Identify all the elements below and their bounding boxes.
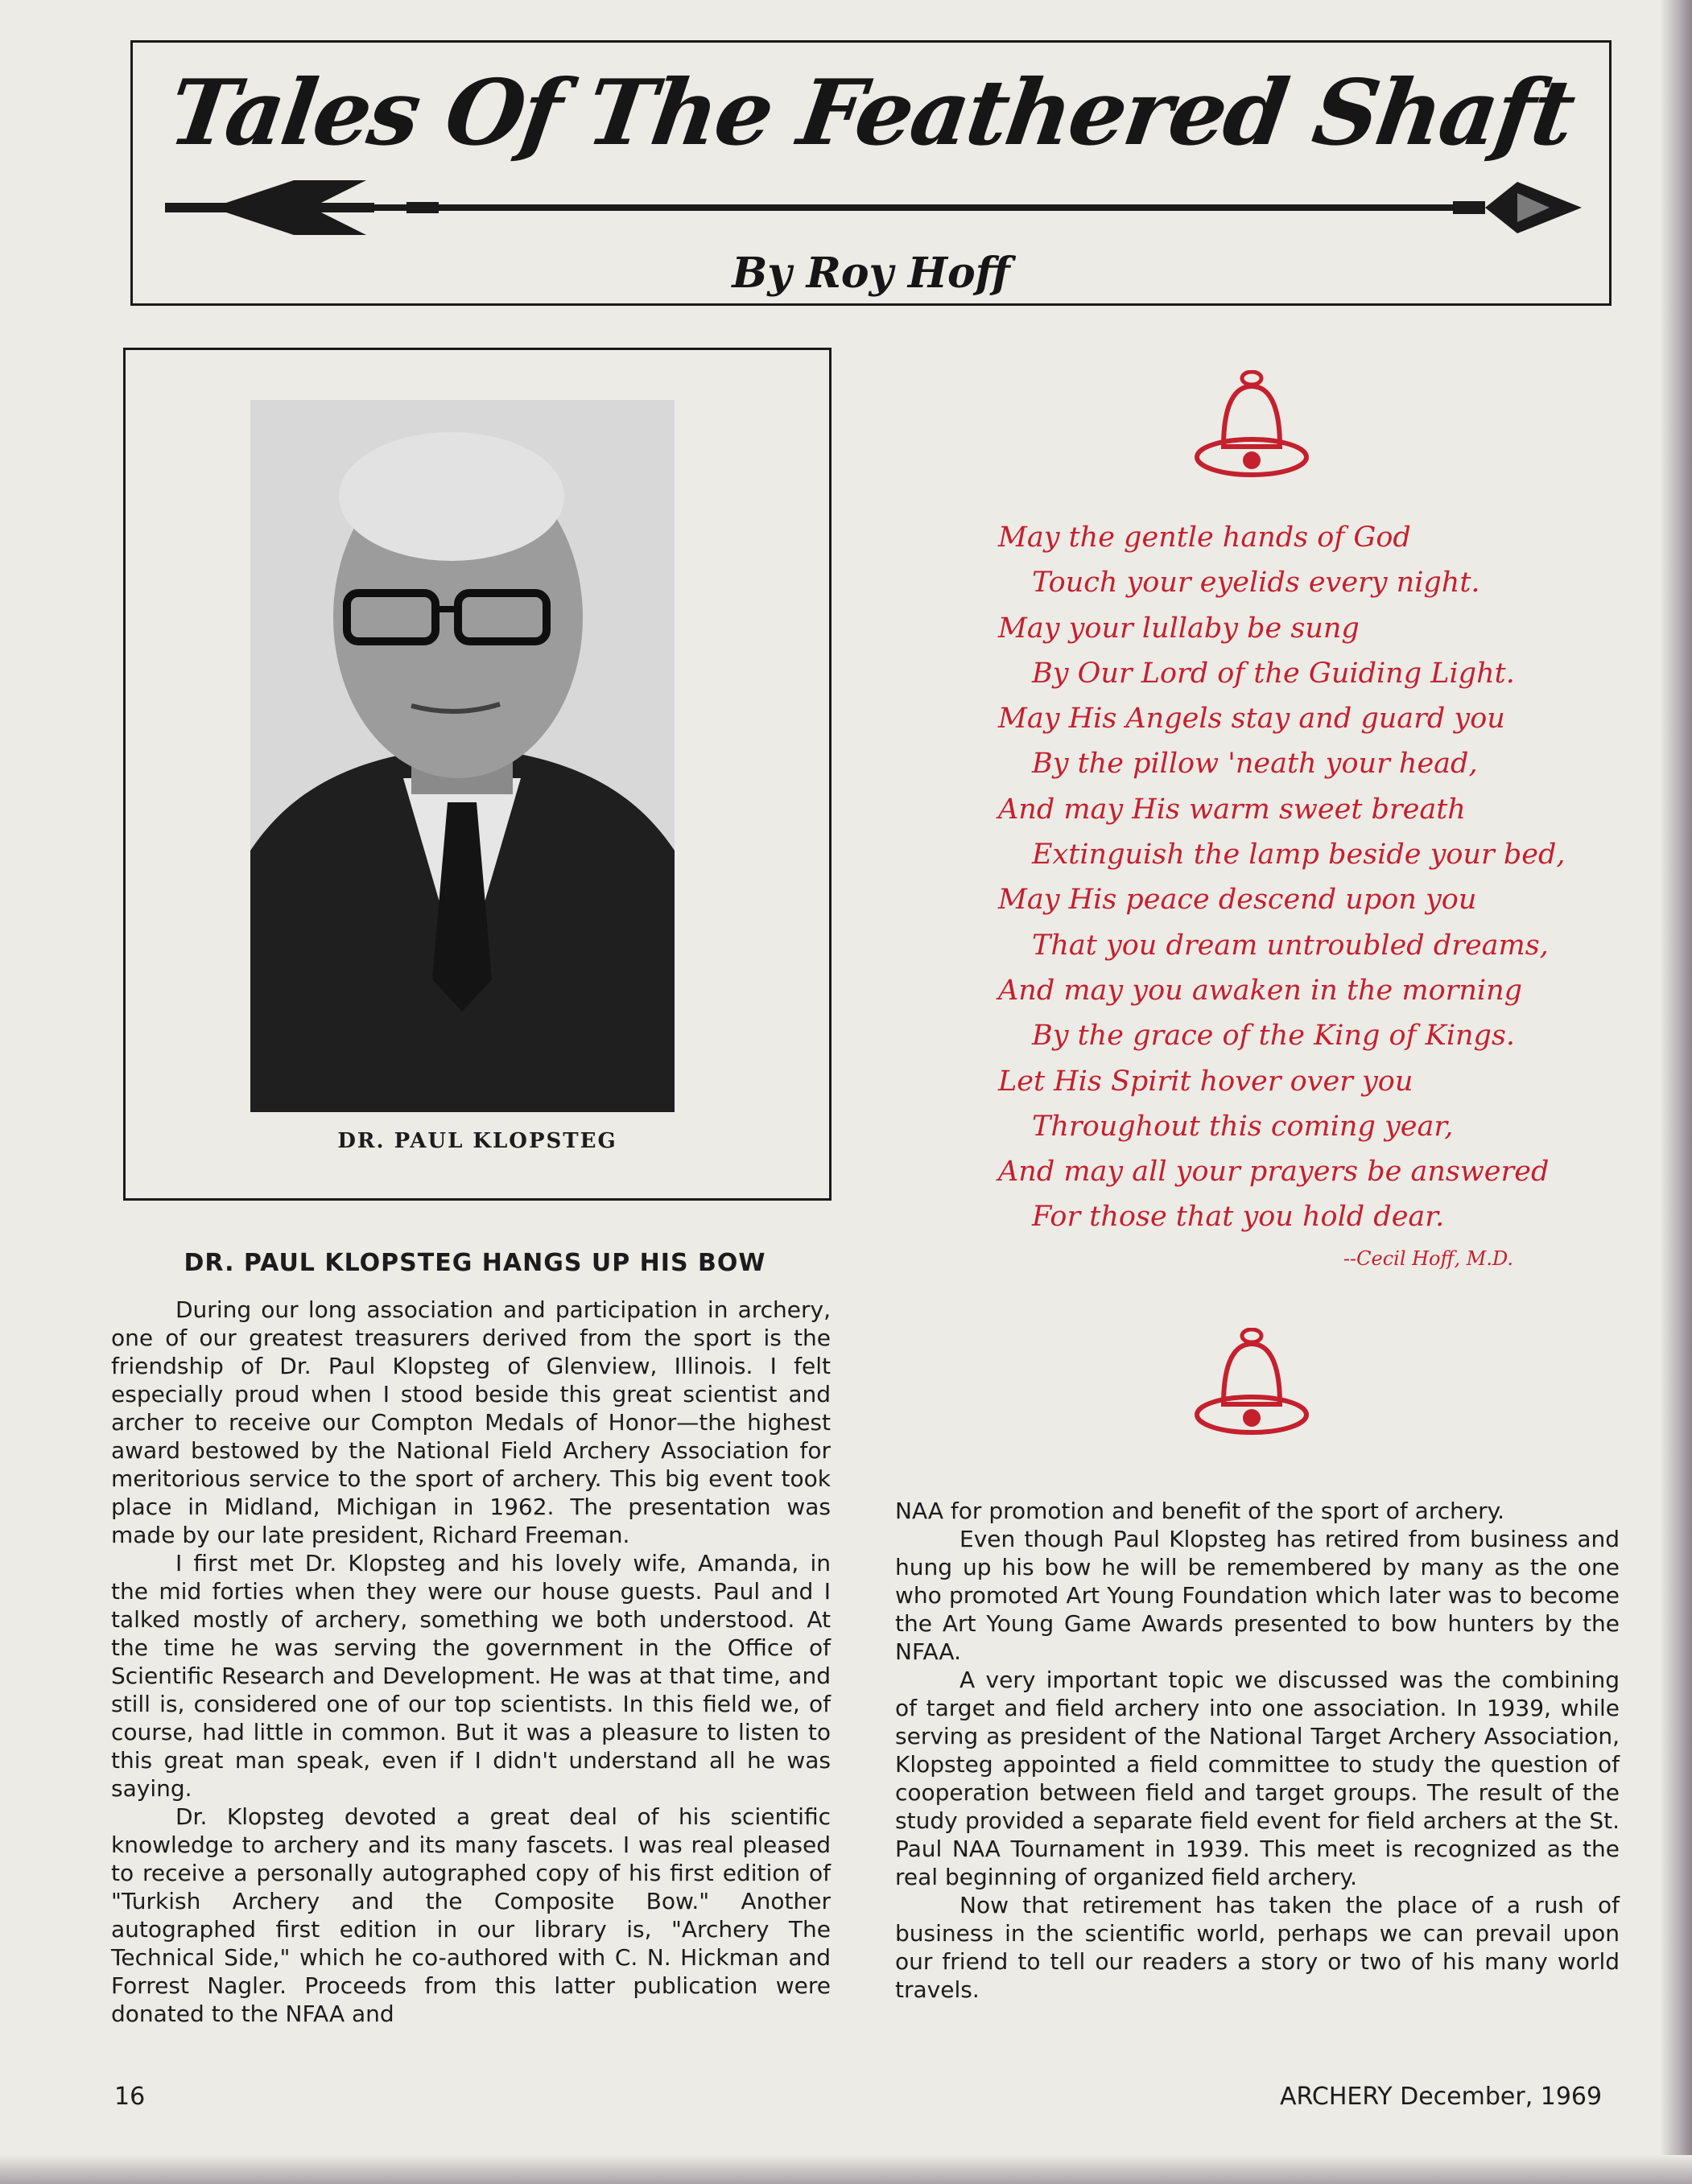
poem-line: May His peace descend upon you [998,884,1477,917]
photo-caption: DR. PAUL KLOPSTEG [337,1129,617,1153]
article-paragraph: Dr. Klopsteg devoted a great deal of his scientific knowledge to archery and its many fascets. I was real pleased to receive a personally autographed copy of his first edition of "Turkish Archery and the Composite Bow." Another autographed first edition in our library is, "Archery The Technical Side," which he co-authored with C. N. Hickman and Forrest Nagler. Proceeds from this latter publication were donated to the NFAA and [111,1803,831,2027]
article-paragraph: I first met Dr. Klopsteg and his lovely wife, Amanda, in the mid forties when they were our house guests. Paul and I talked mostly of archery, something we both understood. At the time he was serving the government in the Office of Scientific Research and Development. He was at that time, and still is, considered one of our top scientists. In this field we, of course, had little in common. But it was a pleasure to listen to this great man speak, even if I didn't understand all he was saying. [111,1550,831,1802]
portrait-photo [250,400,675,1112]
article-paragraph: NAA for promotion and benefit of the sport of archery. [895,1498,1505,1524]
poem-line: And may all your prayers be answered [998,1156,1550,1189]
poem-line: By Our Lord of the Guiding Light. [1032,657,1515,690]
poem-line: May your lullaby be sung [998,612,1360,645]
poem-line: Touch your eyelids every night. [1032,567,1480,600]
photo-frame [123,348,832,1201]
header-box [130,40,1612,306]
poem-line: By the grace of the King of Kings. [1032,1020,1516,1053]
article-title: DR. PAUL KLOPSTEG HANGS UP HIS BOW [184,1249,766,1277]
article-column-left [111,1296,831,2028]
poem-line: Let His Spirit hover over you [998,1065,1413,1098]
poem-line: By the pillow 'neath your head, [1032,748,1478,781]
poem-line: Throughout this coming year, [1032,1110,1454,1143]
header-title: Tales Of The Feathered Shaft [163,60,1579,166]
poem-line: May His Angels stay and guard you [998,703,1505,736]
bell-icon [1191,1328,1312,1440]
article-paragraph: Even though Paul Klopsteg has retired from business and hung up his bow he will be remembered by many as the one who promoted Art Young Foundation which later was to become the Art Young Game Awards presented to bow hunters by the NFAA. [895,1526,1620,1665]
poem-line: And may you awaken in the morning [998,974,1523,1007]
poem [998,515,1610,1240]
article-paragraph: During our long association and participation in archery, one of our greatest treasurers derived from the sport is the friendship of Dr. Paul Klopsteg of Glenview, Illinois. I felt especially proud when I stood beside this great scientist and archer to receive our Compton Medals of Honor—the highest award bestowed by the National Field Archery Association for meritorious service to the sport of archery. This big event took place in Midland, Michigan in 1962. The presentation was made by our late president, Richard Freeman. [111,1296,831,1548]
article-paragraph: Now that retirement has taken the place of a rush of business in the scientific world, perhaps we can prevail upon our friend to tell our readers a story or two of his many world travels. [895,1892,1620,2003]
byline: By Roy Hoff [732,249,1010,298]
page-number: 16 [114,2083,146,2111]
article-paragraph: A very important topic we discussed was the combining of target and field archery into one association. In 1939, while serving as president of the National Target Archery Association, Klopsteg appointed a field committee to study the question of cooperation between field and target groups. The result of the study provided a separate field event for field archers at the St. Paul NAA Tournament in 1939. This meet is recognized as the real beginning of organized field archery. [895,1667,1620,1890]
bell-icon [1191,370,1312,483]
page-bottom-edge [0,2155,1692,2184]
poem-line: May the gentle hands of God [998,521,1411,554]
poem-signature: --Cecil Hoff, M.D. [1343,1247,1513,1270]
page-edge [1660,0,1692,2184]
article-column-right [895,1497,1620,2004]
poem-line: Extinguish the lamp beside your bed, [1032,839,1566,872]
poem-line: And may His warm sweet breath [998,793,1466,826]
poem-line: For those that you hold dear. [1032,1201,1445,1234]
arrow-icon [165,175,1582,240]
publication-footer: ARCHERY December, 1969 [1280,2083,1603,2111]
poem-line: That you dream untroubled dreams, [1032,929,1549,962]
